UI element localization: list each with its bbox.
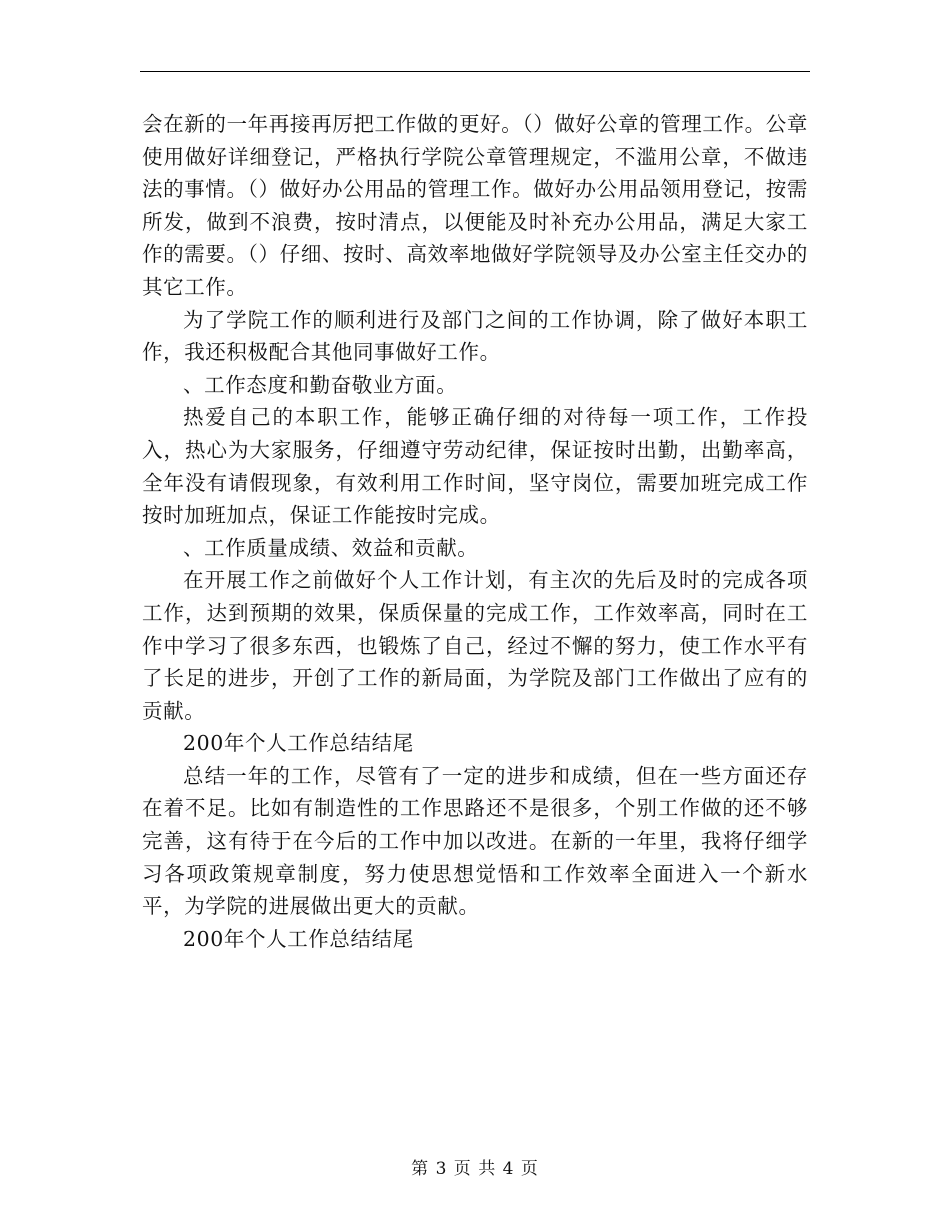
- page-number-footer: 第 3 页 共 4 页: [411, 1159, 539, 1179]
- section-heading-conclusion-repeat: 200年个人工作总结结尾: [183, 926, 414, 951]
- section-heading-attitude: 、工作态度和勤奋敬业方面。: [183, 372, 458, 397]
- header-rule: [140, 71, 810, 72]
- paragraph-continuation: 会在新的一年再接再厉把工作做的更好。（）做好公章的管理工作。公章使用做好详细登记，严格执行学院公章管理规定，不滥用公章，不做违法的事情。（）做好办公用品的管理工作。做好办公用品领用登记，按需所发，做到不浪费，按时清点，以便能及时补充办公用品，满足大家工作的需要。（）仔细、按时、高效率地做好学院领导及办公室主任交办的其它工作。: [142, 112, 808, 299]
- section-heading-quality: 、工作质量成绩、效益和贡献。: [183, 535, 479, 560]
- paragraph-cooperation: 为了学院工作的顺利进行及部门之间的工作协调，除了做好本职工作，我还积极配合其他同事做好工作。: [142, 307, 808, 365]
- paragraph-conclusion: 总结一年的工作，尽管有了一定的进步和成绩，但在一些方面还存在着不足。比如有制造性的工作思路还不是很多，个别工作做的还不够完善，这有待于在今后的工作中加以改进。在新的一年里，我将仔细学习各项政策规章制度，努力使思想觉悟和工作效率全面进入一个新水平，为学院的进展做出更大的贡献。: [142, 763, 808, 919]
- paragraph-attitude: 热爱自己的本职工作，能够正确仔细的对待每一项工作，工作投入，热心为大家服务，仔细遵守劳动纪律，保证按时出勤，出勤率高，全年没有请假现象，有效利用工作时间，坚守岗位，需要加班完成工作按时加班加点，保证工作能按时完成。: [142, 405, 808, 528]
- paragraph-quality: 在开展工作之前做好个人工作计划，有主次的先后及时的完成各项工作，达到预期的效果，保质保量的完成工作，工作效率高，同时在工作中学习了很多东西，也锻炼了自己，经过不懈的努力，使工作水平有了长足的进步，开创了工作的新局面，为学院及部门工作做出了应有的贡献。: [142, 568, 808, 723]
- section-heading-conclusion: 200年个人工作总结结尾: [183, 731, 414, 756]
- document-body: [142, 108, 808, 955]
